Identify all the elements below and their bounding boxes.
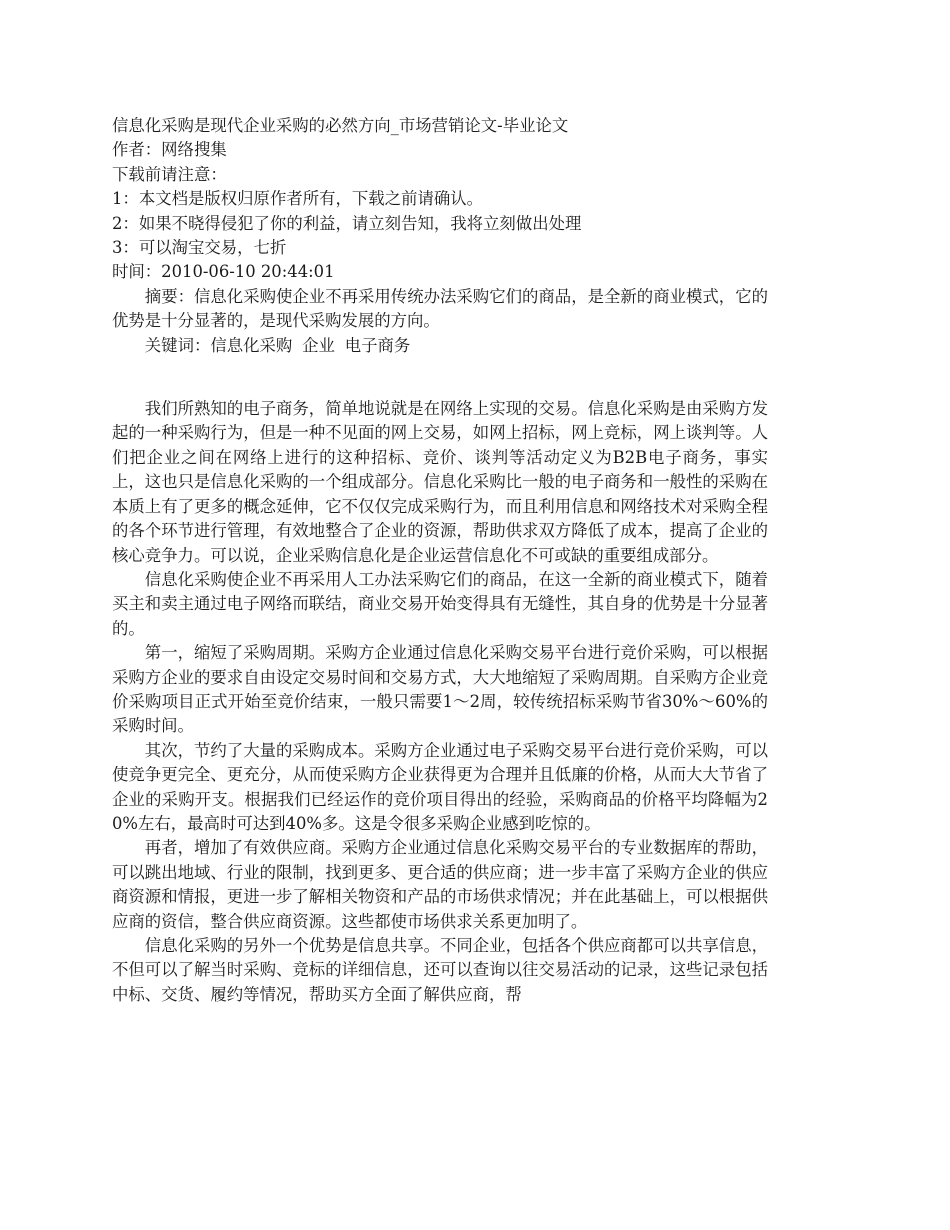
section-spacer [112, 358, 768, 397]
keyword-item: 企业 [302, 335, 335, 355]
keywords-label: 关键词： [144, 335, 211, 355]
notice-item: 3：可以淘宝交易，七折 [112, 238, 287, 258]
body-paragraph: 我们所熟知的电子商务，简单地说就是在网络上实现的交易。信息化采购是由采购方发起的一种采购行为，但是一种不见面的网上交易，如网上招标，网上竞标，网上谈判等。人们把企业之间在网络上进行的这种招标、竞价、谈判等活动定义为B2B电子商务，事实上，这也只是信息化采购的一个组成部分。信息化采购比一般的电子商务和一般性的采购在本质上有了更多的概念延伸，它不仅仅完成采购行为，而且利用信息和网络技术对采购全程的各个环节进行管理，有效地整合了企业的资源，帮助供求双方降低了成本，提高了企业的核心竞争力。可以说，企业采购信息化是企业运营信息化不可或缺的重要组成部分。 [112, 399, 768, 565]
body-paragraph: 其次，节约了大量的采购成本。采购方企业通过电子采购交易平台进行竞价采购，可以使竞争更完全、更充分，从而使采购方企业获得更为合理并且低廉的价格，从而大大节省了企业的采购开支。根据我们已经运作的竞价项目得出的经验，采购商品的价格平均降幅为20%左右，最高时可达到40%多。这是令很多采购企业感到吃惊的。 [112, 740, 768, 833]
body-paragraph: 第一，缩短了采购周期。采购方企业通过信息化采购交易平台进行竞价采购，可以根据采购方企业的要求自由设定交易时间和交易方式，大大地缩短了采购周期。自采购方企业竞价采购项目正式开始至竞价结束，一般只需要1～2周，较传统招标采购节省30%～60%的采购时间。 [112, 643, 768, 736]
timestamp-line: 时间：2010-06-10 20:44:01 [112, 262, 335, 282]
notice-item: 1：本文档是版权归原作者所有，下载之前请确认。 [112, 189, 484, 209]
body-paragraph: 信息化采购使企业不再采用人工办法采购它们的商品，在这一全新的商业模式下，随着买主和卖主通过电子网络而联结，商业交易开始变得具有无缝性，其自身的优势是十分显著的。 [112, 569, 768, 638]
body-paragraph: 再者，增加了有效供应商。采购方企业通过信息化采购交易平台的专业数据库的帮助，可以跳出地域、行业的限制，找到更多、更合适的供应商；进一步丰富了采购方企业的供应商资源和情报，更进一步了解相关物资和产品的市场供求情况；并在此基础上，可以根据供应商的资信，整合供应商资源。这些都使市场供求关系更加明了。 [112, 838, 768, 931]
keyword-item: 电子商务 [344, 335, 411, 355]
author-line: 作者：网络搜集 [112, 140, 227, 160]
abstract-paragraph: 摘要：信息化采购使企业不再采用传统办法采购它们的商品，是全新的商业模式，它的优势是十分显著的，是现代采购发展的方向。 [112, 286, 768, 331]
keywords-line [112, 334, 768, 358]
notice-item: 2：如果不晓得侵犯了你的利益，请立刻告知，我将立刻做出处理 [112, 213, 582, 233]
document-page [112, 114, 768, 1007]
body-paragraph: 信息化采购的另外一个优势是信息共享。不同企业，包括各个供应商都可以共享信息，不但可以了解当时采购、竞标的详细信息，还可以查询以往交易活动的记录，这些记录包括中标、交货、履约等情况，帮助买方全面了解供应商，帮 [112, 936, 768, 1004]
notice-heading: 下载前请注意： [112, 164, 227, 184]
keyword-item: 信息化采购 [210, 335, 293, 355]
document-title: 信息化采购是现代企业采购的必然方向_市场营销论文-毕业论文 [112, 116, 569, 135]
